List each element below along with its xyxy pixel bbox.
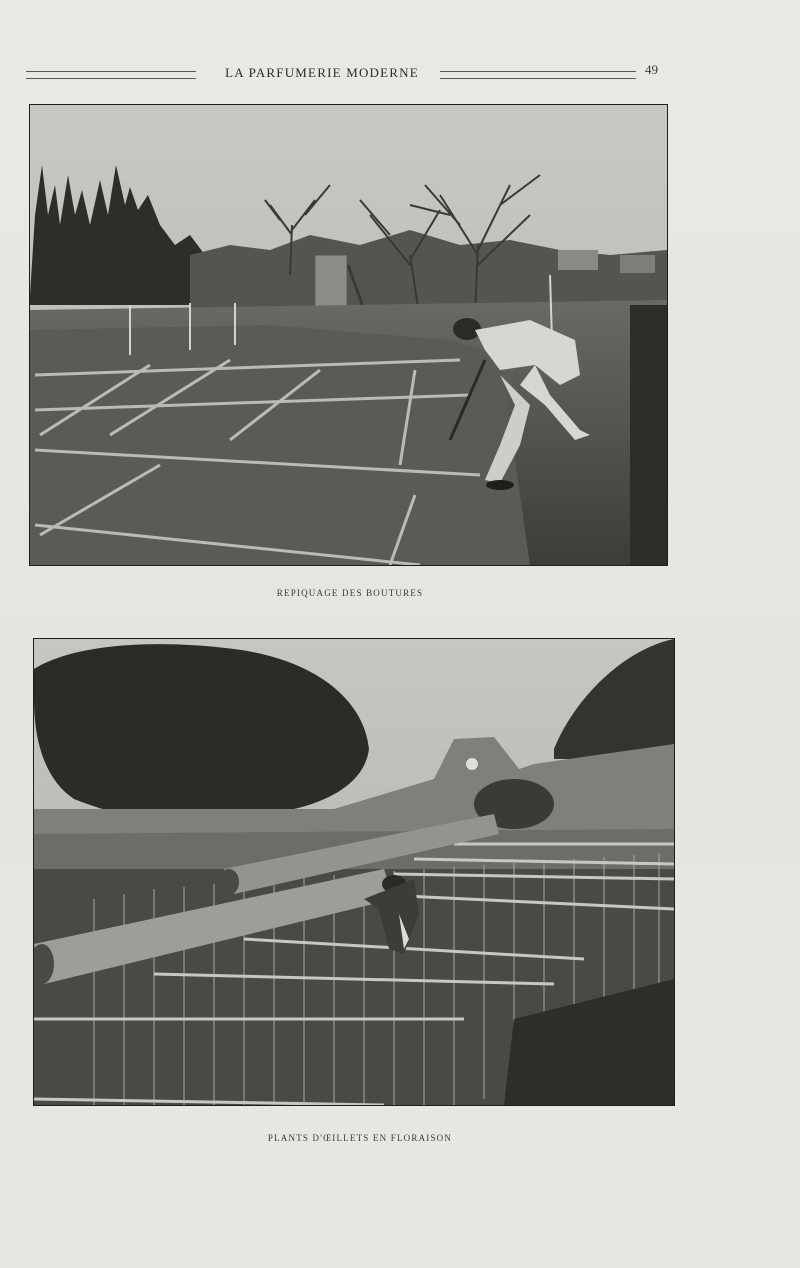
journal-title: LA PARFUMERIE MODERNE [225,65,419,80]
photo-carnations-in-bloom [33,638,675,1106]
page-header [26,60,760,86]
caption-cutting-transplanting: REPIQUAGE DES BOUTURES [276,588,424,598]
header-rule-right [440,71,636,79]
header-rule-left [26,71,196,79]
photo-cutting-transplanting [29,104,668,566]
caption-carnations-in-bloom: PLANTS D'ŒILLETS EN FLORAISON [267,1133,453,1143]
page-number: 49 [645,62,658,77]
